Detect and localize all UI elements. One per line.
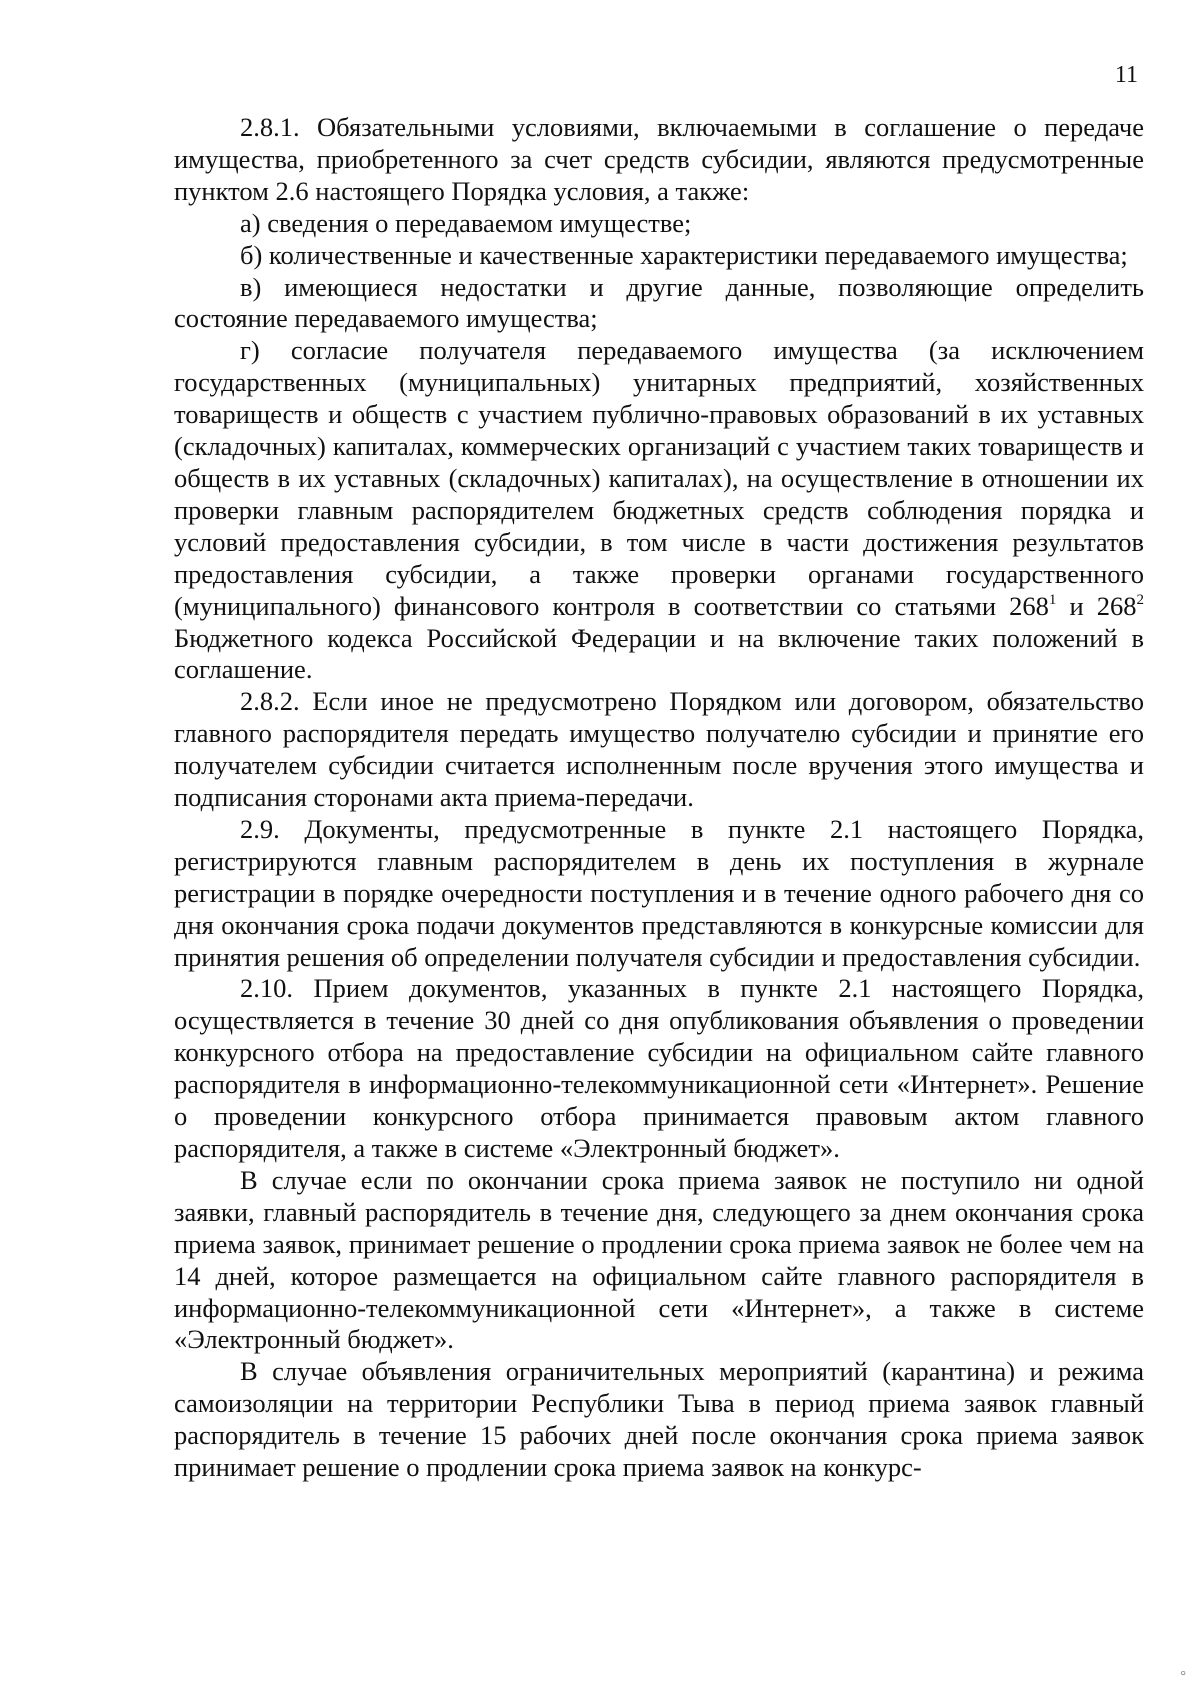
footnote-superscript-1: 1	[1048, 591, 1057, 608]
paragraph-item-a: а) сведения о передаваемом имуществе;	[240, 207, 692, 238]
paragraph-2-8-1: 2.8.1. Обязательными условиями, включаемыми в соглашение о передаче имущества, приобретенного за счет средств субсидии, являются предусмотренные пунктом 2.6 настоящего Порядка условия, а также:	[174, 112, 1144, 206]
paragraph-item-v: в) имеющиеся недостатки и другие данные, позволяющие определить состояние передаваемого имущества;	[174, 271, 1144, 334]
paragraph-item-g-text-3: Бюджетного кодекса Российской Федерации и на включение таких положений в соглашение.	[174, 622, 1144, 685]
paragraph-2-8-2: 2.8.2. Если иное не предусмотрено Порядком или договором, обязательство главного распорядителя передать имущество получателю субсидии и принятие его получателем субсидии считается исполненным после вручения этого имущества и подписания сторонами акта приема-передачи.	[174, 686, 1144, 813]
paragraph-no-applications: В случае если по окончании срока приема заявок не поступило ни одной заявки, главный распорядитель в течение дня, следующего за днем окончания срока приема заявок, принимает решение о продлении срока приема заявок не более чем на 14 дней, которое размещается на официальном сайте главного распорядителя в информационно-телекоммуникационной сети «Интернет», а также в системе «Электронный бюджет».	[174, 1164, 1144, 1355]
paragraph-quarantine: В случае объявления ограничительных мероприятий (карантина) и режима самоизоляции на территории Республики Тыва в период приема заявок главный распорядитель в течение 15 рабочих дней после окончания срока приема заявок принимает решение о продлении срока приема заявок на конкурс-	[174, 1356, 1144, 1483]
paragraph-2-9: 2.9. Документы, предусмотренные в пункте 2.1 настоящего Порядка, регистрируются главным распорядителем в день их поступления в журнале регистрации в порядке очередности поступления и в течение одного рабочего дня со дня окончания срока подачи документов представляются в конкурсные комиссии для принятия решения об определении получателя субсидии и предоставления субсидии.	[174, 813, 1144, 972]
paragraph-item-g	[174, 335, 1144, 686]
footnote-superscript-2: 2	[1136, 591, 1144, 608]
paragraph-item-g-text-1: г) согласие получателя передаваемого имущества (за исключением государственных (муниципальных) унитарных предприятий, хозяйственных товариществ и обществ с участием публично-правовых образований в их уставных (складочных) капиталах, коммерческих организаций с участием таких товариществ и обществ в их уставных (складочных) капиталах), на осуществление в отношении их проверки главным распорядителем бюджетных средств соблюдения порядка и условий предоставления субсидии, в том числе в части достижения результатов предоставления субсидии, а также проверки органами государственного (муниципального) финансового контроля в соответствии со статьями 268	[174, 335, 1144, 621]
paragraph-item-b: б) количественные и качественные характеристики передаваемого имущества;	[240, 239, 1128, 270]
document-body	[174, 112, 1144, 1484]
paragraph-item-g-text-2: и 268	[1056, 590, 1137, 621]
scan-edge-mark: °	[1180, 1669, 1186, 1684]
page-number: 11	[1114, 62, 1138, 88]
paragraph-2-10: 2.10. Прием документов, указанных в пункте 2.1 настоящего Порядка, осуществляется в течение 30 дней со дня опубликования объявления о проведении конкурсного отбора на предоставление субсидии на официальном сайте главного распорядителя в информационно-телекоммуникационной сети «Интернет». Решение о проведении конкурсного отбора принимается правовым актом главного распорядителя, а также в системе «Электронный бюджет».	[174, 973, 1144, 1163]
